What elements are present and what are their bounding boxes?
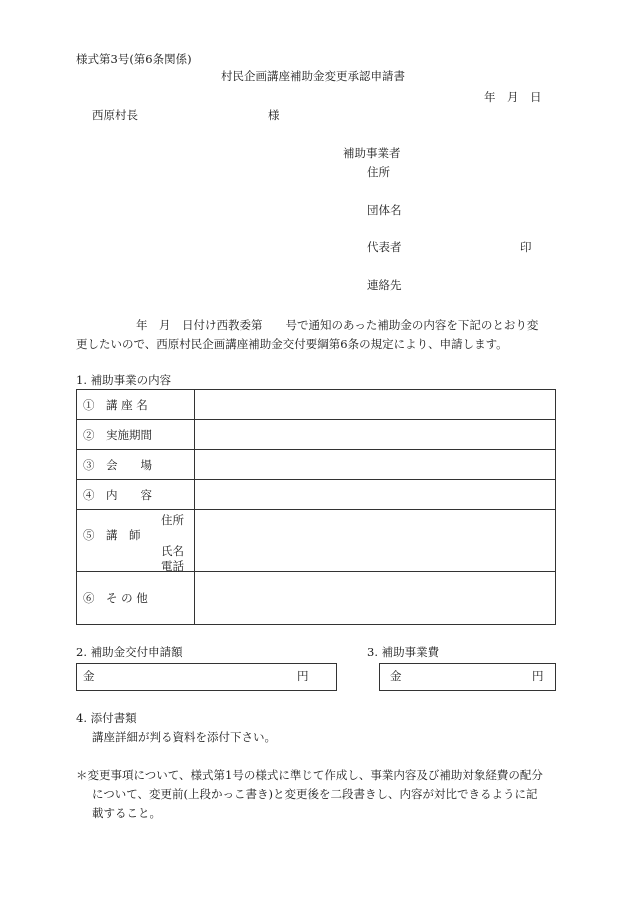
row-label-other: ⑥ そ の 他	[77, 572, 195, 625]
applicant-representative-label: 代表者	[367, 240, 402, 254]
date-line: 年 月 日	[484, 90, 542, 104]
period-cell[interactable]	[195, 420, 556, 450]
note-line-2: について、変更前(上段かっこ書き)と変更後を二段書きし、内容が対比できるように記	[92, 787, 538, 801]
row-label-venue: ③ 会 場	[77, 450, 195, 480]
note-line-3: 載すること。	[92, 806, 161, 820]
table-row	[77, 450, 556, 480]
document-title: 村民企画講座補助金変更承認申請書	[221, 69, 405, 83]
applicant-contact-label: 連絡先	[367, 278, 402, 292]
table-row	[77, 420, 556, 450]
seal-mark: 印	[520, 240, 532, 254]
other-cell[interactable]	[195, 572, 556, 625]
applicant-address-label: 住所	[367, 165, 390, 179]
project-cost-field[interactable]	[379, 663, 556, 691]
addressee-honorific: 様	[268, 108, 280, 122]
applicant-organization-label: 団体名	[367, 203, 402, 217]
subsidy-amount-unit: 円	[297, 669, 309, 683]
instructor-label: ⑤ 講 師	[83, 528, 141, 542]
row-label-period: ② 実施期間	[77, 420, 195, 450]
project-content-table	[76, 389, 556, 625]
subsidy-amount-prefix: 金	[83, 669, 95, 683]
content-cell[interactable]	[195, 480, 556, 510]
project-cost-prefix: 金	[390, 669, 402, 683]
project-cost-unit: 円	[532, 669, 544, 683]
instructor-cell[interactable]	[195, 510, 556, 572]
subsidy-amount-field[interactable]	[76, 663, 337, 691]
table-row	[77, 510, 556, 572]
addressee: 西原村長	[92, 108, 138, 122]
section-4-heading: 4. 添付書類	[76, 711, 137, 725]
venue-cell[interactable]	[195, 450, 556, 480]
applicant-heading: 補助事業者	[343, 146, 401, 160]
attachments-text: 講座詳細が判る資料を添付下さい。	[92, 730, 276, 744]
table-row	[77, 480, 556, 510]
row-label-course-name: ① 講 座 名	[77, 390, 195, 420]
section-1-heading: 1. 補助事業の内容	[76, 373, 172, 387]
instructor-phone-label: 電話	[161, 559, 184, 573]
instructor-address-label: 住所	[161, 513, 184, 527]
body-text-line-2: 更したいので、西原村民企画講座補助金交付要綱第6条の規定により、申請します。	[76, 337, 508, 351]
section-2-heading: 2. 補助金交付申請額	[76, 645, 183, 659]
instructor-name-label: 氏名	[161, 544, 184, 558]
course-name-cell[interactable]	[195, 390, 556, 420]
body-text-line-1: 年 月 日付け西教委第 号で通知のあった補助金の内容を下記のとおり変	[136, 318, 539, 332]
row-label-content: ④ 内 容	[77, 480, 195, 510]
table-row	[77, 572, 556, 625]
section-3-heading: 3. 補助事業費	[367, 645, 440, 659]
form-number: 様式第3号(第6条関係)	[76, 52, 192, 66]
row-label-instructor	[77, 510, 195, 572]
table-row	[77, 390, 556, 420]
note-line-1: ＊変更事項について、様式第1号の様式に準じて作成し、事業内容及び補助対象経費の配分	[76, 768, 543, 782]
